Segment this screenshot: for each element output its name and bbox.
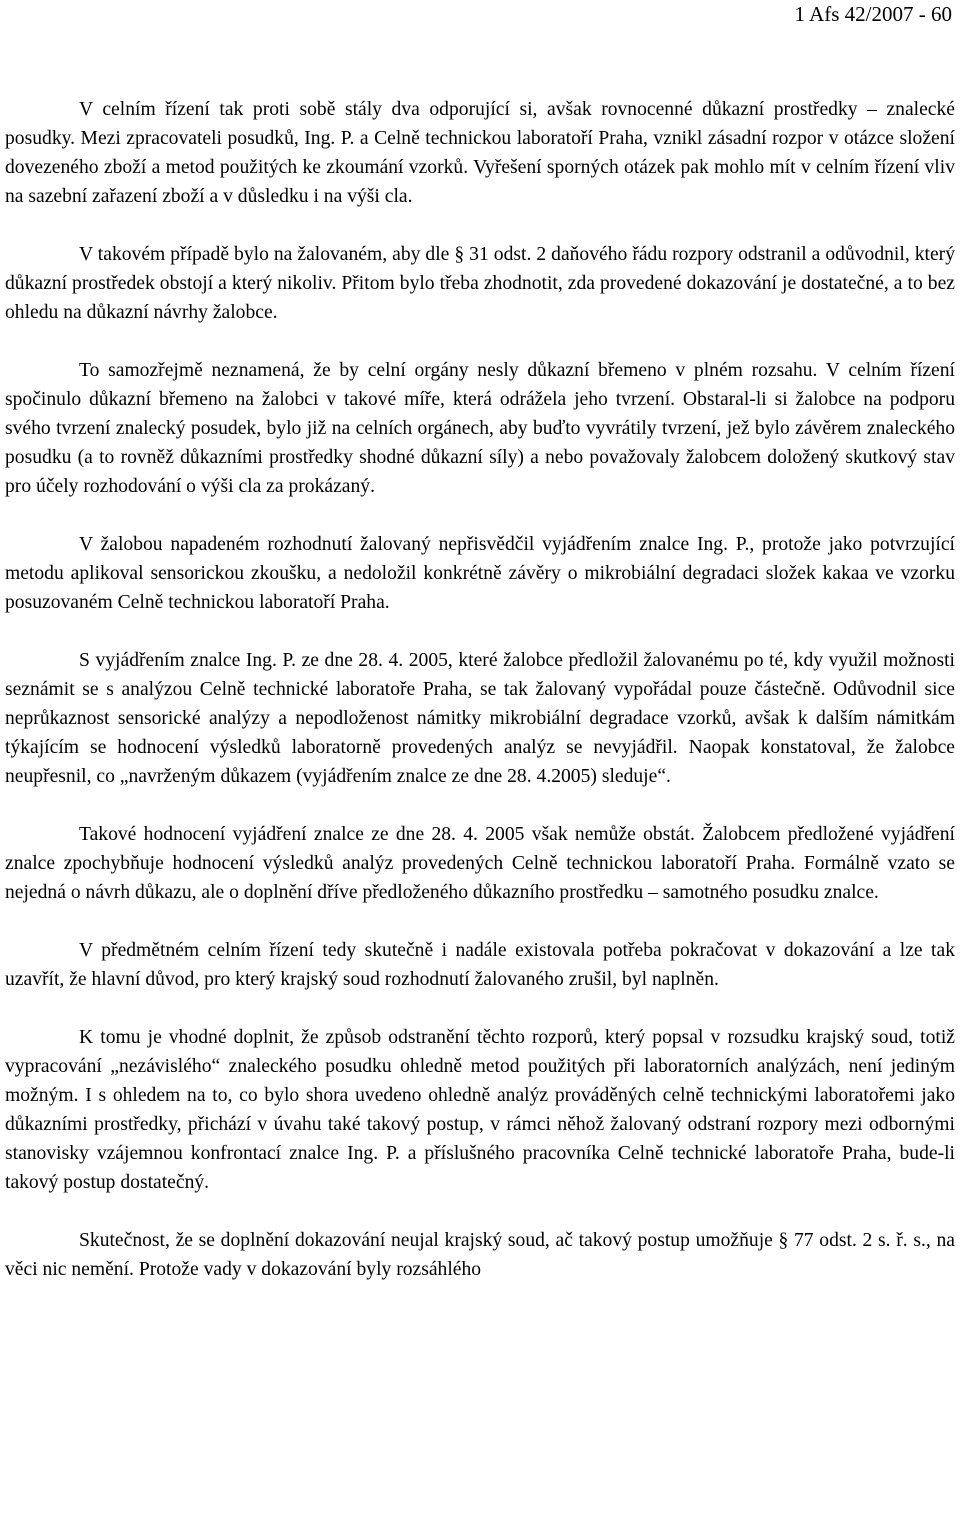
paragraph-4: V žalobou napadeném rozhodnutí žalovaný nepřisvědčil vyjádřením znalce Ing. P., protože jako potvrzující metodu aplikoval sensorickou zkoušku, a nedoložil konkrétně závěry o mikrobiální degradaci složek kakaa ve vzorku posuzovaném Celně technickou laboratoří Praha.	[5, 534, 955, 613]
paragraph-3: To samozřejmě neznamená, že by celní orgány nesly důkazní břemeno v plném rozsahu. V celním řízení spočinulo důkazní břemeno na žalobci v takové míře, která odrážela jeho tvrzení. Obstaral-li si žalobce na podporu svého tvrzení znalecký posudek, bylo již na celních orgánech, aby buďto vyvrátily tvrzení, jež bylo závěrem znaleckého posudku (a to rovněž důkazními prostředky shodné důkazní síly) a nebo považovaly žalobcem doložený skutkový stav pro účely rozhodování o výši cla za prokázaný.	[5, 360, 955, 497]
document-body	[5, 95, 955, 1284]
paragraph-8: K tomu je vhodné doplnit, že způsob odstranění těchto rozporů, který popsal v rozsudku krajský soud, totiž vypracování „nezávislého“ znaleckého posudku ohledně metod použitých při laboratorních analýzách, není jediným možným. I s ohledem na to, co bylo shora uvedeno ohledně analýz prováděných celně technickými laboratořemi jako důkazními prostředky, přichází v úvahu také takový postup, v rámci něhož žalovaný odstraní rozpory mezi odbornými stanovisky vzájemnou konfrontací znalce Ing. P. a příslušného pracovníka Celně technické laboratoře Praha, bude-li takový postup dostatečný.	[5, 1027, 955, 1193]
paragraph-1: V celním řízení tak proti sobě stály dva odporující si, avšak rovnocenné důkazní prostředky – znalecké posudky. Mezi zpracovateli posudků, Ing. P. a Celně technickou laboratoří Praha, vznikl zásadní rozpor v otázce složení dovezeného zboží a metod použitých ke zkoumání vzorků. Vyřešení sporných otázek pak mohlo mít v celním řízení vliv na sazební zařazení zboží a v důsledku i na výši cla.	[5, 99, 955, 207]
paragraph-9: Skutečnost, že se doplnění dokazování neujal krajský soud, ač takový postup umožňuje § 77 odst. 2 s. ř. s., na věci nic nemění. Protože vady v dokazování byly rozsáhlého	[5, 1230, 955, 1280]
paragraph-5: S vyjádřením znalce Ing. P. ze dne 28. 4. 2005, které žalobce předložil žalovanému po té, kdy využil možnosti seznámit se s analýzou Celně technické laboratoře Praha, se tak žalovaný vypořádal pouze částečně. Odůvodnil sice neprůkaznost sensorické analýzy a nepodloženost námitky mikrobiální degradace vzorků, avšak k dalším námitkám týkajícím se hodnocení výsledků laboratorně provedených analýz se nevyjádřil. Naopak konstatoval, že žalobce neupřesnil, co „navrženým důkazem (vyjádřením znalce ze dne 28. 4.2005) sleduje“.	[5, 650, 955, 787]
case-number-header: 1 Afs 42/2007 - 60	[794, 2, 952, 26]
paragraph-7: V předmětném celním řízení tedy skutečně i nadále existovala potřeba pokračovat v dokazování a lze tak uzavřít, že hlavní důvod, pro který krajský soud rozhodnutí žalovaného zrušil, byl naplněn.	[5, 940, 955, 990]
paragraph-2: V takovém případě bylo na žalovaném, aby dle § 31 odst. 2 daňového řádu rozpory odstranil a odůvodnil, který důkazní prostředek obstojí a který nikoliv. Přitom bylo třeba zhodnotit, zda provedené dokazování je dostatečné, a to bez ohledu na důkazní návrhy žalobce.	[5, 244, 955, 323]
paragraph-6: Takové hodnocení vyjádření znalce ze dne 28. 4. 2005 však nemůže obstát. Žalobcem předložené vyjádření znalce zpochybňuje hodnocení výsledků analýz provedených Celně technickou laboratoří Praha. Formálně vzato se nejedná o návrh důkazu, ale o doplnění dříve předloženého důkazního prostředku – samotného posudku znalce.	[5, 824, 955, 903]
